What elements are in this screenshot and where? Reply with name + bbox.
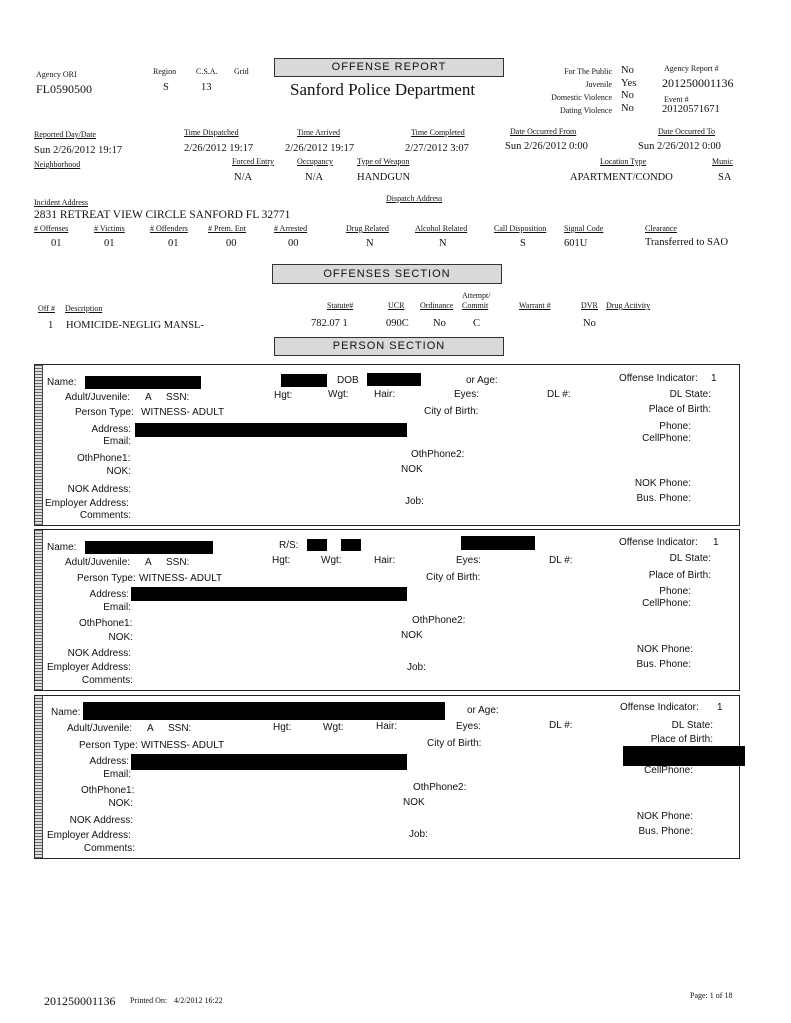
munic-value: SA <box>718 172 732 183</box>
juvenile-label: Juvenile <box>585 80 612 89</box>
address-label: Address: <box>91 424 131 435</box>
domestic-value: No <box>621 90 634 101</box>
nok-phone-label: NOK Phone: <box>636 644 693 655</box>
region-value: S <box>163 82 169 93</box>
person-type-label: Person Type: <box>75 407 134 418</box>
card-stripe <box>35 696 43 858</box>
person-type-value: WITNESS- ADULT <box>141 740 225 751</box>
name-label: Name: <box>51 707 81 718</box>
juvenile-value: Yes <box>621 78 637 89</box>
employer-address-label: Employer Address: <box>47 662 131 673</box>
for-public-label: For The Public <box>564 67 612 76</box>
occurred-from-label: Date Occurred From <box>510 127 577 136</box>
adult-juvenile-label: Adult/Juvenile: <box>65 392 131 403</box>
person-type-label: Person Type: <box>79 740 138 751</box>
cellphone-label: CellPhone: <box>642 433 691 444</box>
dob-label: DOB <box>337 375 359 386</box>
nok-value: NOK <box>401 630 423 641</box>
employer-address-label: Employer Address: <box>47 830 131 841</box>
bus-phone-label: Bus. Phone: <box>638 826 693 837</box>
name-label: Name: <box>47 377 77 388</box>
person-card <box>34 529 740 691</box>
col-ordinance: Ordinance <box>420 301 454 310</box>
redaction <box>85 541 213 554</box>
hair-label: Hair: <box>374 555 396 566</box>
job-label: Job: <box>409 829 428 840</box>
offenses-count-value: 01 <box>51 238 62 249</box>
redaction <box>83 702 445 720</box>
nok-address-label: NOK Address: <box>67 648 131 659</box>
email-label: Email: <box>103 436 131 447</box>
wgt-label: Wgt: <box>328 389 349 400</box>
person-type-value: WITNESS- ADULT <box>141 407 225 418</box>
comments-label: Comments: <box>81 675 133 686</box>
clearance-label: Clearance <box>645 224 677 233</box>
col-attempt-bottom: Commit <box>462 301 489 310</box>
occurred-to-value: Sun 2/26/2012 0:00 <box>638 141 721 152</box>
dl-label: DL #: <box>549 720 573 731</box>
or-age-label: or Age: <box>466 375 498 386</box>
adult-juvenile-value: A <box>147 723 154 734</box>
drug-related-label: Drug Related <box>346 224 389 233</box>
offense-indicator-label: Offense Indicator: <box>619 373 698 384</box>
weapon-label: Type of Weapon <box>357 157 410 166</box>
ssn-label: SSN: <box>168 723 192 734</box>
dl-label: DL #: <box>549 555 573 566</box>
offense-indicator-value: 1 <box>711 373 717 384</box>
offense-row-ucr: 090C <box>386 318 409 329</box>
hgt-label: Hgt: <box>274 390 293 401</box>
prem-entry-value: 00 <box>226 238 237 249</box>
hair-label: Hair: <box>374 389 396 400</box>
hgt-label: Hgt: <box>272 555 291 566</box>
nok-value: NOK <box>401 464 423 475</box>
wgt-label: Wgt: <box>321 555 342 566</box>
offenses-count-label: # Offenses <box>34 224 69 233</box>
dispatch-address-label: Dispatch Address <box>386 194 443 203</box>
footer-page-number: Page: 1 of 18 <box>690 991 733 1000</box>
event-label: Event # <box>664 95 689 104</box>
offense-row-ordinance: No <box>433 318 446 329</box>
weapon-value: HANDGUN <box>357 172 411 183</box>
col-ucr: UCR <box>388 301 405 310</box>
place-of-birth-label: Place of Birth: <box>648 404 711 415</box>
completed-value: 2/27/2012 3:07 <box>405 143 469 154</box>
arrested-count-value: 00 <box>288 238 299 249</box>
card-stripe <box>35 365 43 525</box>
domestic-label: Domestic Violence <box>551 93 612 102</box>
signal-code-label: Signal Code <box>564 224 604 233</box>
nok-phone-label: NOK Phone: <box>636 811 693 822</box>
redaction <box>131 754 407 770</box>
reported-value: Sun 2/26/2012 19:17 <box>34 145 123 156</box>
col-warrant: Warrant # <box>519 301 551 310</box>
offense-row-attempt: C <box>473 318 481 329</box>
offenders-count-label: # Offenders <box>150 224 188 233</box>
dispatched-label: Time Dispatched <box>184 128 239 137</box>
arrived-label: Time Arrived <box>297 128 341 137</box>
redaction <box>461 536 535 550</box>
agency-ori-label: Agency ORI <box>36 70 77 79</box>
offense-row-statute: 782.07 1 <box>311 318 348 329</box>
arrived-value: 2/26/2012 19:17 <box>285 143 355 154</box>
footer-printed-value: 4/2/2012 16:22 <box>174 996 223 1005</box>
email-label: Email: <box>103 602 131 613</box>
othphone2-label: OthPhone2: <box>413 782 467 793</box>
location-type-label: Location Type <box>600 157 647 166</box>
rs-label: R/S: <box>279 540 299 551</box>
phone-label: Phone: <box>659 586 691 597</box>
person-type-label: Person Type: <box>77 573 136 584</box>
offense-row-num: 1 <box>48 320 54 331</box>
othphone2-label: OthPhone2: <box>411 449 465 460</box>
grid-label: Grid <box>234 67 249 76</box>
job-label: Job: <box>405 496 424 507</box>
agency-ori-value: FL0590500 <box>36 82 93 96</box>
victims-count-value: 01 <box>104 238 115 249</box>
neighborhood-label: Neighborhood <box>34 160 81 169</box>
dl-label: DL #: <box>547 389 571 400</box>
col-attempt-top: Attempt/ <box>462 291 491 300</box>
col-drug-activity: Drug Activity <box>606 301 651 310</box>
forced-entry-value: N/A <box>234 172 253 183</box>
name-label: Name: <box>47 542 77 553</box>
col-dvr: DVR <box>581 301 598 310</box>
offenses-section-title: OFFENSES SECTION <box>272 264 502 284</box>
forced-entry-label: Forced Entry <box>232 157 274 166</box>
othphone1-label: OthPhone1: <box>77 453 131 464</box>
offense-indicator-label: Offense Indicator: <box>619 537 698 548</box>
adult-juvenile-value: A <box>145 392 152 403</box>
city-of-birth-label: City of Birth: <box>426 572 481 583</box>
offenders-count-value: 01 <box>168 238 179 249</box>
occupancy-label: Occupancy <box>297 157 333 166</box>
card-stripe <box>35 530 43 690</box>
agency-report-label: Agency Report # <box>664 64 719 73</box>
comments-label: Comments: <box>83 843 135 854</box>
col-statute: Statute# <box>327 301 354 310</box>
signal-code-value: 601U <box>564 238 588 249</box>
clearance-value: Transferred to SAO <box>645 237 729 248</box>
completed-label: Time Completed <box>411 128 465 137</box>
nok-label: NOK: <box>106 466 131 477</box>
person-section-title: PERSON SECTION <box>274 337 504 356</box>
adult-juvenile-value: A <box>145 557 152 568</box>
redaction <box>623 746 745 766</box>
offense-indicator-value: 1 <box>717 702 723 713</box>
adult-juvenile-label: Adult/Juvenile: <box>65 557 131 568</box>
dl-state-label: DL State: <box>671 720 713 731</box>
redaction <box>135 423 407 437</box>
dating-label: Dating Violence <box>559 106 612 115</box>
drug-related-value: N <box>366 238 374 249</box>
redaction <box>341 539 361 551</box>
dispatched-value: 2/26/2012 19:17 <box>184 143 254 154</box>
col-description: Description <box>65 304 103 313</box>
redaction <box>367 373 421 386</box>
ssn-label: SSN: <box>166 392 190 403</box>
department-name: Sanford Police Department <box>290 80 476 99</box>
person-card <box>34 695 740 859</box>
bus-phone-label: Bus. Phone: <box>636 493 691 504</box>
place-of-birth-label: Place of Birth: <box>650 734 713 745</box>
address-label: Address: <box>89 756 129 767</box>
redaction <box>85 376 201 389</box>
alcohol-related-label: Alcohol Related <box>415 224 468 233</box>
redaction <box>131 587 407 601</box>
for-public-value: No <box>621 65 634 76</box>
occurred-from-value: Sun 2/26/2012 0:00 <box>505 141 588 152</box>
othphone1-label: OthPhone1: <box>81 785 135 796</box>
eyes-label: Eyes: <box>456 721 482 732</box>
hgt-label: Hgt: <box>273 722 292 733</box>
eyes-label: Eyes: <box>456 555 482 566</box>
report-title: OFFENSE REPORT <box>274 58 504 77</box>
eyes-label: Eyes: <box>454 389 480 400</box>
employer-address-label: Employer Address: <box>45 498 129 509</box>
dl-state-label: DL State: <box>669 389 711 400</box>
person-type-value: WITNESS- ADULT <box>139 573 223 584</box>
occurred-to-label: Date Occurred To <box>658 127 716 136</box>
munic-label: Munic <box>712 157 733 166</box>
redaction <box>307 539 327 551</box>
occupancy-value: N/A <box>305 172 324 183</box>
address-label: Address: <box>89 589 129 600</box>
nok-address-label: NOK Address: <box>69 815 133 826</box>
victims-count-label: # Victims <box>94 224 125 233</box>
nok-address-label: NOK Address: <box>67 484 131 495</box>
phone-label: Phone: <box>659 421 691 432</box>
incident-address-value: 2831 RETREAT VIEW CIRCLE SANFORD FL 32771 <box>34 209 291 221</box>
alcohol-related-value: N <box>439 238 447 249</box>
region-label: Region <box>153 67 177 76</box>
col-off-num: Off # <box>38 304 55 313</box>
dating-value: No <box>621 103 634 114</box>
csa-value: 13 <box>201 82 212 93</box>
csa-label: C.S.A. <box>196 67 218 76</box>
job-label: Job: <box>407 662 426 673</box>
event-value: 20120571671 <box>662 104 720 115</box>
offense-indicator-value: 1 <box>713 537 719 548</box>
incident-address-label: Incident Address <box>34 198 88 207</box>
nok-label: NOK: <box>108 632 133 643</box>
city-of-birth-label: City of Birth: <box>424 406 479 417</box>
offense-row-dvr: No <box>583 318 596 329</box>
call-disposition-label: Call Disposition <box>494 224 547 233</box>
offense-row-description: HOMICIDE-NEGLIG MANSL- <box>66 320 204 331</box>
reported-label: Reported Day/Date <box>34 130 96 139</box>
footer-report-number: 201250001136 <box>44 994 116 1008</box>
offense-indicator-label: Offense Indicator: <box>620 702 699 713</box>
place-of-birth-label: Place of Birth: <box>648 570 711 581</box>
email-label: Email: <box>103 769 131 780</box>
location-type-value: APARTMENT/CONDO <box>570 172 673 183</box>
cellphone-label: CellPhone: <box>644 765 693 776</box>
bus-phone-label: Bus. Phone: <box>636 659 691 670</box>
nok-phone-label: NOK Phone: <box>634 478 691 489</box>
othphone1-label: OthPhone1: <box>79 618 133 629</box>
comments-label: Comments: <box>79 510 131 521</box>
person-card <box>34 364 740 526</box>
redaction <box>281 374 327 387</box>
city-of-birth-label: City of Birth: <box>427 738 482 749</box>
nok-value: NOK <box>403 797 425 808</box>
agency-report-value: 201250001136 <box>662 76 734 90</box>
ssn-label: SSN: <box>166 557 190 568</box>
arrested-count-label: # Arrested <box>274 224 308 233</box>
hair-label: Hair: <box>376 721 398 732</box>
cellphone-label: CellPhone: <box>642 598 691 609</box>
nok-label: NOK: <box>108 798 133 809</box>
othphone2-label: OthPhone2: <box>412 615 466 626</box>
call-disposition-value: S <box>520 238 526 249</box>
wgt-label: Wgt: <box>323 722 344 733</box>
or-age-label: or Age: <box>467 705 499 716</box>
adult-juvenile-label: Adult/Juvenile: <box>67 723 133 734</box>
footer-printed-label: Printed On: <box>130 996 168 1005</box>
prem-entry-label: # Prem. Ent <box>208 224 246 233</box>
dl-state-label: DL State: <box>669 553 711 564</box>
